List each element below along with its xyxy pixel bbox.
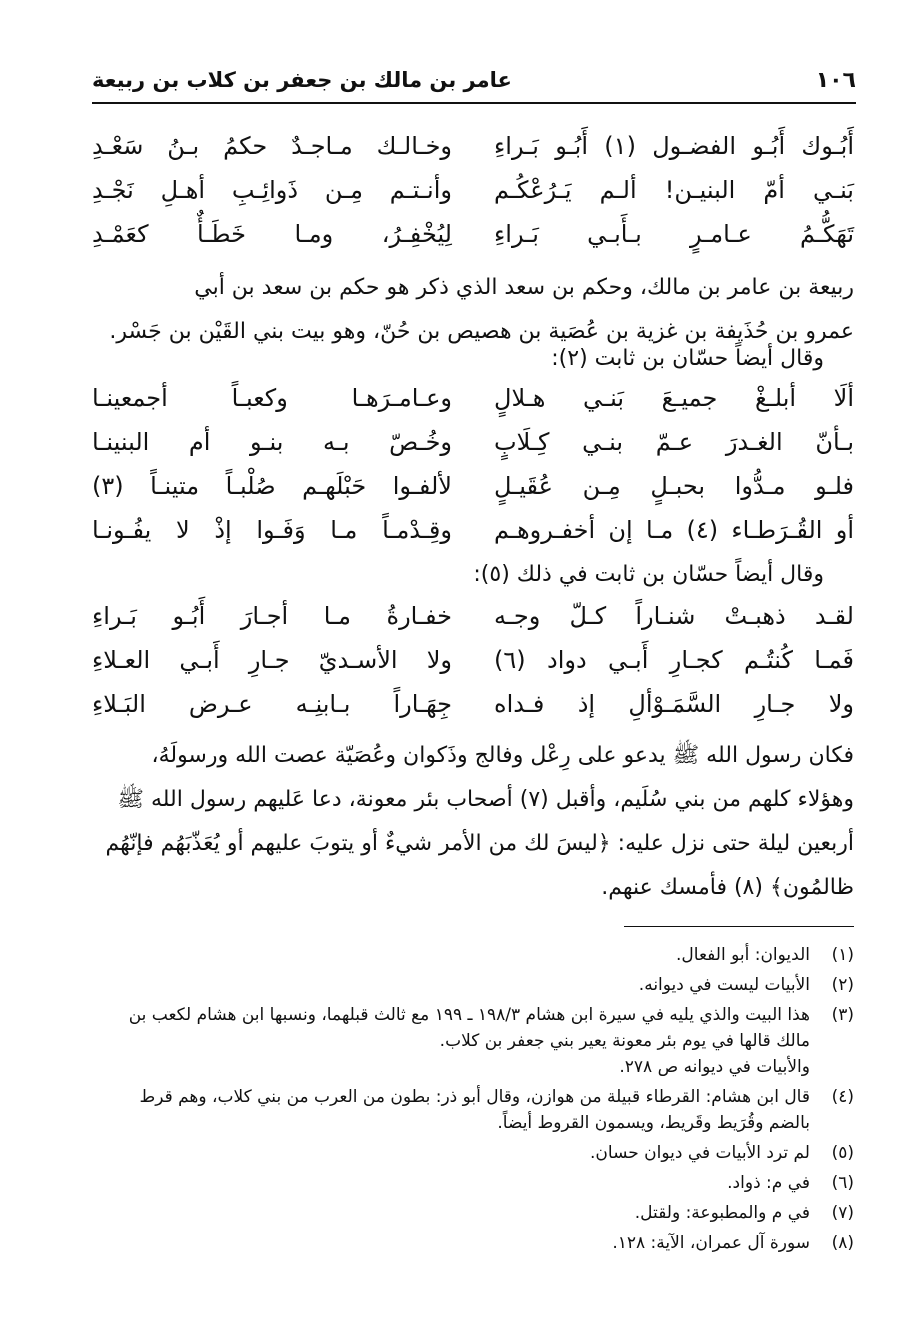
verse-first-hemistich: تَهَكُّـمُ عـامـرٍ بـأَبـي بَـراءِ (494, 220, 854, 248)
prose-paragraph-2 (92, 734, 854, 910)
verse-first-hemistich: ألَا أبلـغْ جميـعَ بَنـي هـلالٍ (494, 384, 854, 412)
footnote-number: (١) (831, 945, 854, 965)
verse-second-hemistich: وعـامـرَهـا وكعبـاً أجمعينـا (92, 384, 452, 412)
verse-first-hemistich: بـأنّ الغـدرَ عـمّ بنـي كِـلَابٍ (494, 428, 854, 456)
running-title: عامر بن مالك بن جعفر بن كلاب بن ربيعة (92, 68, 512, 92)
footnote-number: (٦) (831, 1173, 854, 1193)
footnote-text: في م: ذواد. (727, 1173, 810, 1193)
footnote (92, 1084, 854, 1110)
footnote-number: (٥) (831, 1143, 854, 1163)
verse (0, 384, 916, 424)
verse (0, 220, 916, 260)
poem-intro-1: وقال أيضاً حسّان بن ثابت (٢): (551, 346, 824, 371)
running-header (92, 62, 856, 104)
verse-second-hemistich: وقِـدْمـاً مـا وَفَـوا إذْ لا يفُـونـا (92, 516, 452, 544)
footnotes (92, 942, 854, 1256)
verse (0, 472, 916, 512)
footnote-continuation: مالك قالها في يوم بئر معونة يعير بني جعفر بن كلاب. (439, 1031, 810, 1051)
footnote (92, 1170, 854, 1196)
verse-second-hemistich: وخُـصّ بـه بنـو أم البنينـا (92, 428, 452, 456)
verse (0, 690, 916, 730)
verse-first-hemistich: فَمـا كُنتُـم كجـارِ أَبـي دواد (٦) (494, 646, 854, 674)
footnote-continuation: والأبيات في ديوانه ص ٢٧٨. (619, 1057, 810, 1077)
prose-line: وهؤلاء كلهم من بني سُلَيم، وأقبل (٧) أصحاب بئر معونة، دعا عَليهم رسول الله ﷺ (117, 787, 854, 812)
footnote-separator (624, 926, 854, 927)
verse-second-hemistich: وخـالـك مـاجـدٌ حكمُ بـنُ سَعْـدِ (92, 132, 452, 160)
verse-first-hemistich: بَنـي أمّ البنيـن! ألـم يَـرُعْكُـم (494, 176, 854, 204)
footnote (92, 972, 854, 998)
footnote-text: في م والمطبوعة: ولقتل. (634, 1203, 810, 1223)
verse (0, 646, 916, 686)
prose-line: ظالمُون﴾ (٨) فأمسك عنهم. (601, 875, 854, 900)
verse (0, 132, 916, 172)
verse (0, 428, 916, 468)
footnote-number: (٢) (831, 975, 854, 995)
footnote (92, 942, 854, 968)
footnote-number: (٤) (831, 1087, 854, 1107)
verse-first-hemistich: ولا جـارِ السَّمَـوْألِ إذ فـداه (494, 690, 854, 718)
footnote-number: (٧) (831, 1203, 854, 1223)
prose-line: فكان رسول الله ﷺ يدعو على رِعْل وفالج وذَكوان وعُصَيّة عصت الله ورسولَهُ، (151, 743, 854, 768)
prose-line: ربيعة بن عامر بن مالك، وحكم بن سعد الذي ذكر هو حكم بن سعد بن أبي (194, 275, 854, 300)
footnote-text: قال ابن هشام: القرطاء قبيلة من هوازن، وقال أبو ذر: بطون من العرب من بني كلاب، وهم قرط (139, 1087, 810, 1107)
verse-second-hemistich: لِيُخْفِـرُ، ومـا خَطَـأٌ كعَمْـدِ (92, 220, 452, 248)
prose-line: أربعين ليلة حتى نزل عليه: ﴿ليسَ لك من الأمر شيءٌ أو يتوبَ عليهم أو يُعَذّبَهُم فإنّهُم (105, 831, 854, 856)
verse-second-hemistich: جِهَـاراً بـابنِـه عـرض البَـلاءِ (92, 690, 452, 718)
verse-first-hemistich: لقـد ذهبـتْ شنـاراً كـلّ وجـه (494, 602, 854, 630)
verse (0, 176, 916, 216)
verse-first-hemistich: أو القُـرَطـاء (٤) مـا إن أخفـروهـم (494, 516, 854, 544)
verse-first-hemistich: أَبُـوك أَبُـو الفضـول (١) أَبُـو بَـراءِ (494, 132, 854, 160)
verse-second-hemistich: خفـارةُ مـا أجـارَ أَبُـو بَـراءِ (92, 602, 452, 630)
verse-second-hemistich: ولا الأسـديّ جـارِ أَبـي العـلاءِ (92, 646, 452, 674)
footnote-text: لم ترد الأبيات في ديوان حسان. (590, 1143, 810, 1163)
verse (0, 516, 916, 556)
footnote (92, 1230, 854, 1256)
verse-second-hemistich: وأنـتـم مِـن ذَوائِـبِ أهـلِ نَجْـدِ (92, 176, 452, 204)
footnote-number: (٨) (831, 1233, 854, 1253)
footnote-text: سورة آل عمران، الآية: ١٢٨. (612, 1233, 810, 1253)
verse (0, 602, 916, 642)
footnote (92, 1140, 854, 1166)
footnote-text: الأبيات ليست في ديوانه. (638, 975, 810, 995)
prose-line: عمرو بن حُذَيفة بن غزية بن عُصَية بن هصيص بن حُنّ، وهو بيت بني القَيْن بن جَسْر. (109, 319, 854, 344)
footnote (92, 1200, 854, 1226)
prose-paragraph-1 (92, 266, 854, 354)
verse-second-hemistich: لألفـوا حَبْلَهـم صُلْبـاً متينـاً (٣) (92, 472, 452, 500)
footnote-text: الديوان: أبو الفعال. (676, 945, 810, 965)
footnote-number: (٣) (831, 1005, 854, 1025)
footnote (92, 1002, 854, 1028)
verse-first-hemistich: فلـو مـدُّوا بحبـلٍ مِـن عُقَيـلٍ (494, 472, 854, 500)
footnote-continuation: بالضم وقُرَيط وقَريط، ويسمون القروط أيضاً. (497, 1113, 810, 1133)
page-number: ١٠٦ (815, 68, 856, 93)
footnote-text: هذا البيت والذي يليه في سيرة ابن هشام ١٩٨/٣ ـ ١٩٩ مع ثالث قبلهما، ونسبها ابن هشام لكعب بن (128, 1005, 810, 1025)
poem-intro-2: وقال أيضاً حسّان بن ثابت في ذلك (٥): (473, 562, 824, 587)
